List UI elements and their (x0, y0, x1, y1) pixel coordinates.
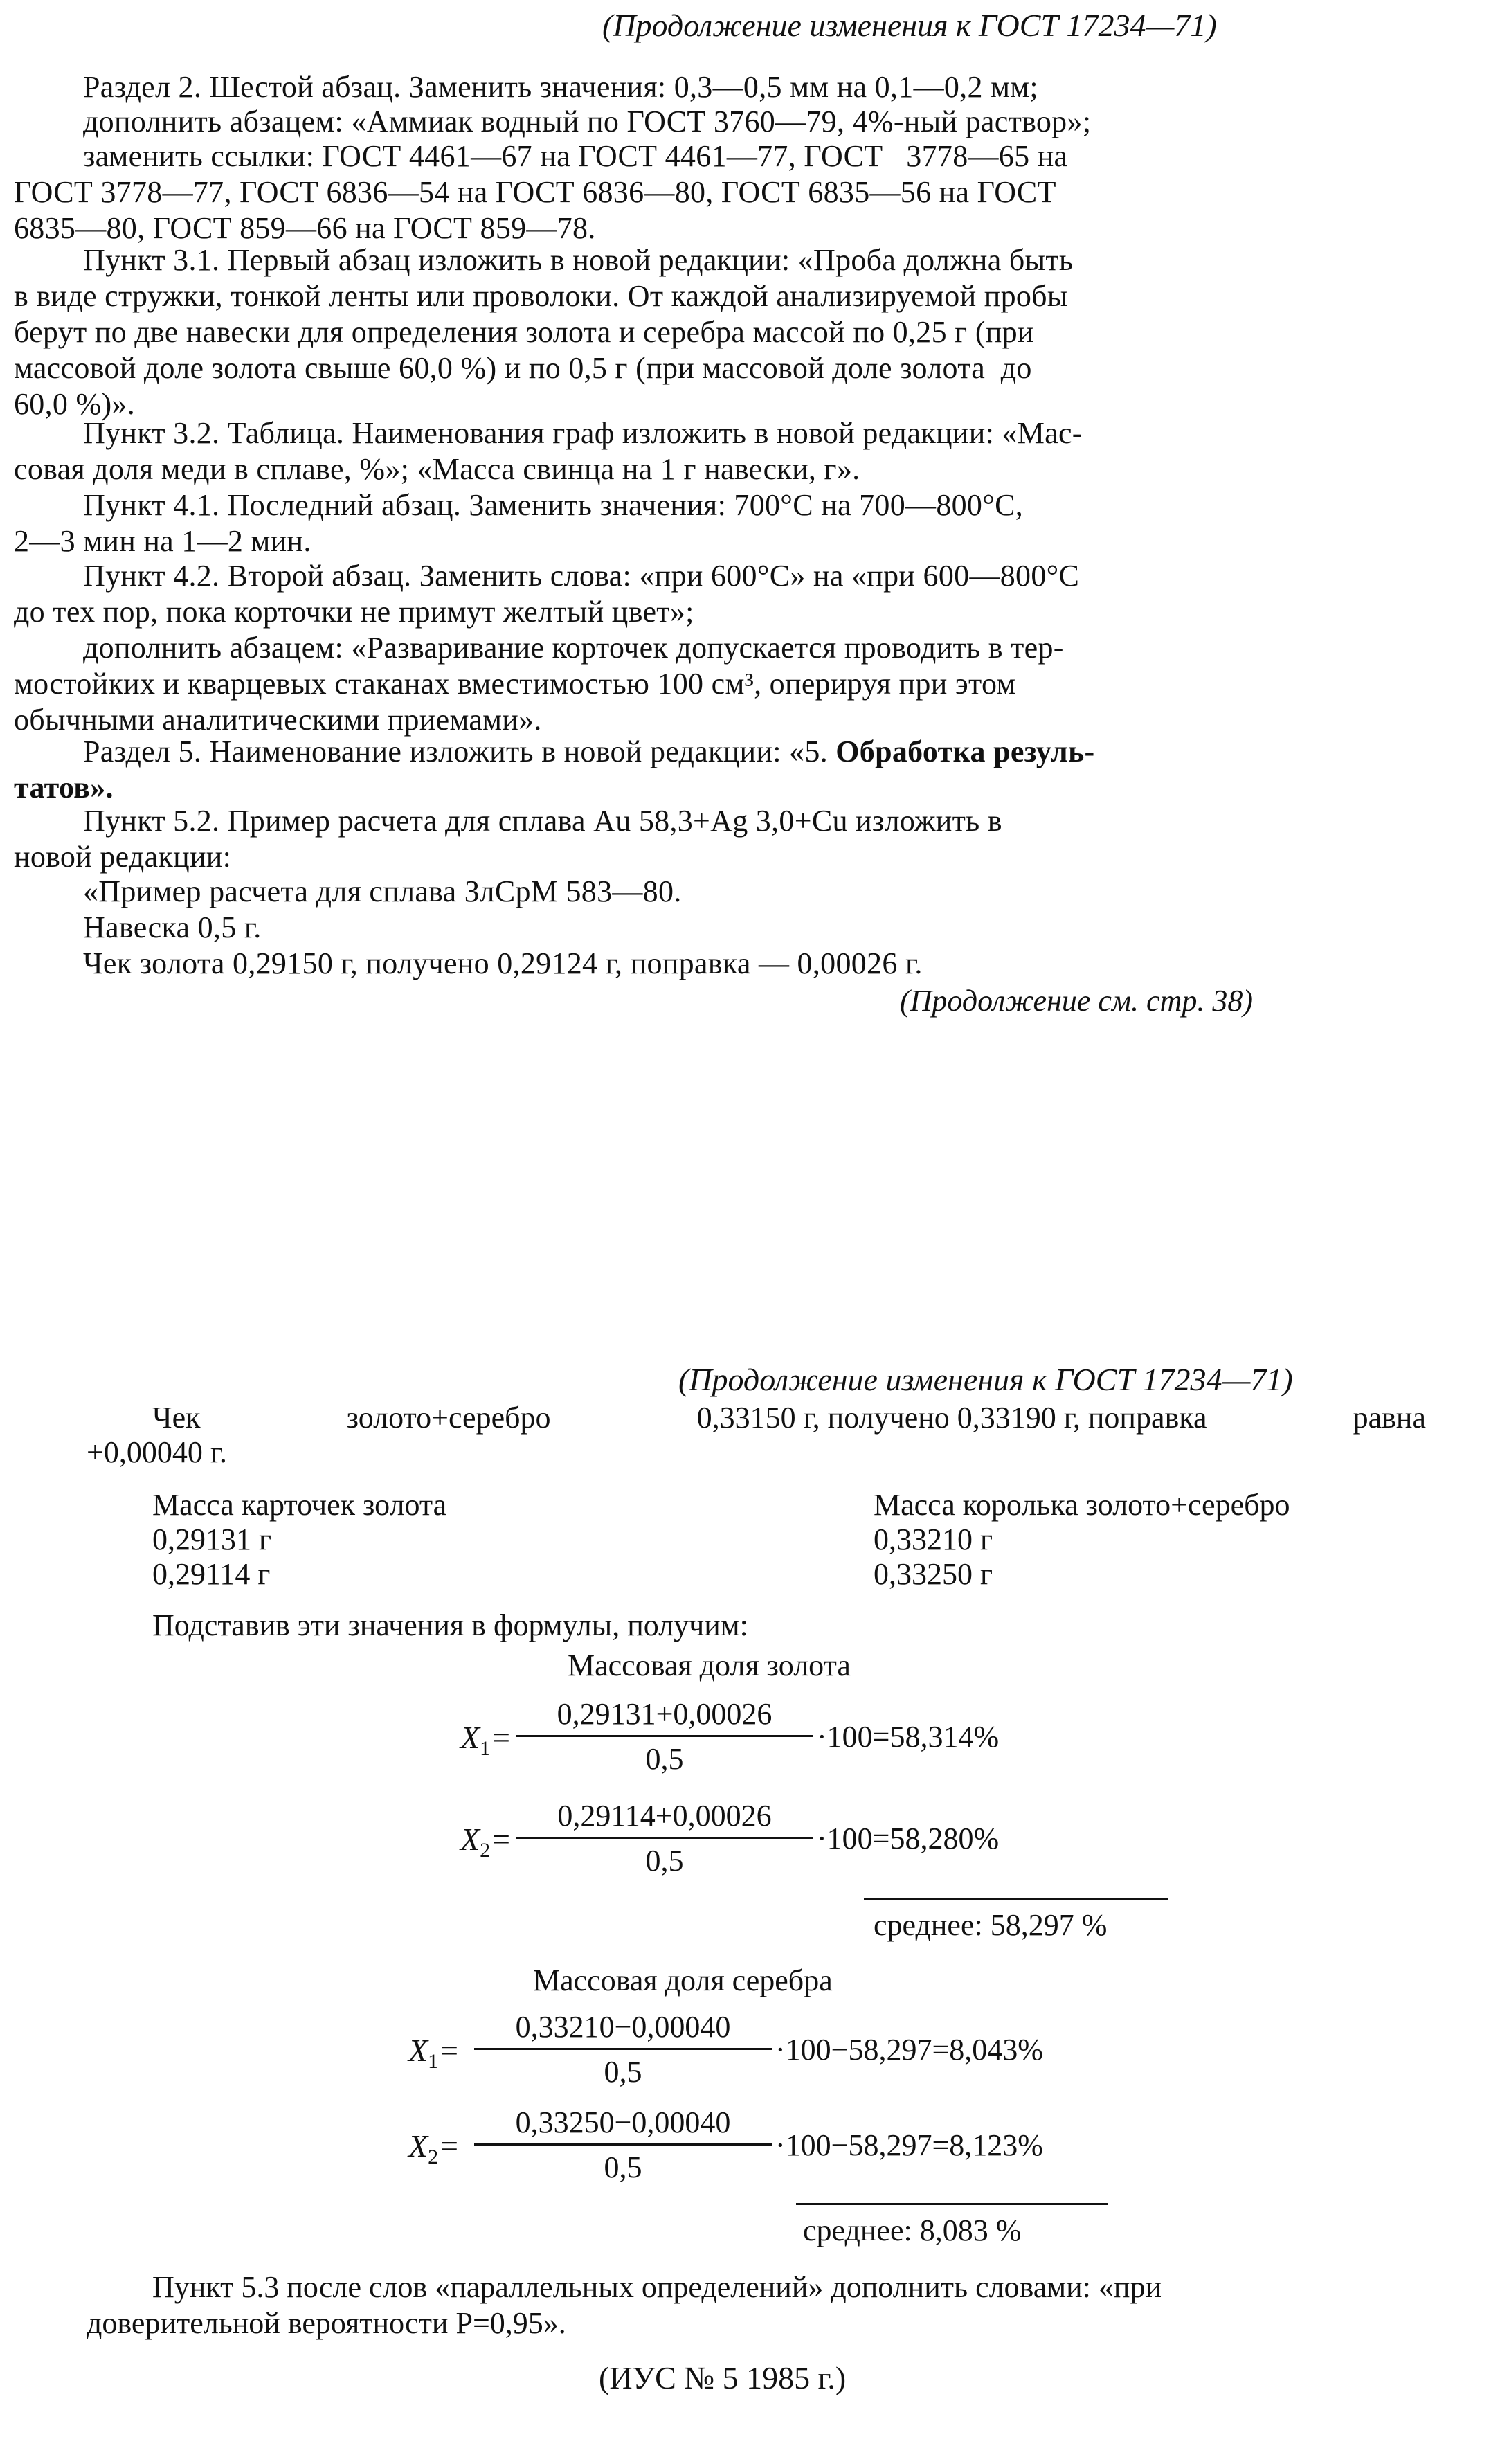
fraction (474, 2103, 772, 2186)
text-line: берут по две навески для определения золота и серебра массой по 0,25 г (при (14, 315, 1034, 349)
right-column-value: 0,33250 г (874, 1557, 993, 1591)
text-line: татов». (14, 771, 114, 804)
right-column-value: 0,33210 г (874, 1522, 993, 1556)
left-column-value: 0,29131 г (152, 1522, 272, 1556)
fraction-bar (474, 2048, 772, 2050)
text-line: Раздел 5. Наименование изложить в новой редакции: «5. Обработка резуль- (83, 735, 1095, 768)
fraction (474, 2008, 772, 2090)
gold-formula-1 (450, 1695, 1211, 1785)
upper-text-block (0, 0, 1500, 1038)
lower-text-block (0, 1357, 1500, 2464)
silver-formula-2 (398, 2103, 1229, 2193)
text-line: массовой доле золота свыше 60,0 %) и по 0,5 г (при массовой доле золота до (14, 351, 1032, 385)
formula-rhs: ·100=58,314% (817, 1720, 1000, 1754)
text-line: Пункт 3.1. Первый абзац изложить в новой редакции: «Проба должна быть (83, 243, 1074, 277)
final-line: доверительной вероятности P=0,95». (87, 2306, 566, 2340)
text-line: в виде стружки, тонкой ленты или проволоки. От каждой анализируемой пробы (14, 279, 1068, 313)
formula-lhs: $X_1=$ (408, 2033, 460, 2074)
running-head: (Продолжение изменения к ГОСТ 17234—71) (678, 1362, 1293, 1397)
text-line: Раздел 2. Шестой абзац. Заменить значения: 0,3—0,5 мм на 0,1—0,2 мм; (83, 70, 1038, 104)
text-line: совая доля меди в сплаве, %»; «Масса свинца на 1 г навески, г». (14, 452, 860, 486)
source-reference: (ИУС № 5 1985 г.) (599, 2360, 847, 2395)
denominator: 0,5 (645, 1742, 684, 1776)
formula-rhs: ·100=58,280% (817, 1822, 1000, 1855)
fraction (516, 1797, 813, 1879)
text-line: ГОСТ 3778—77, ГОСТ 6836—54 на ГОСТ 6836—80, ГОСТ 6835—56 на ГОСТ (14, 175, 1056, 209)
text-line: «Пример расчета для сплава ЗлСрМ 583—80. (83, 874, 682, 908)
check-line: Чек золото+серебро 0,33150 г, получено 0,33190 г, поправка равна (152, 1401, 1426, 1435)
text-line: 6835—80, ГОСТ 859—66 на ГОСТ 859—78. (14, 211, 596, 245)
left-column-value: 0,29114 г (152, 1557, 271, 1591)
denominator: 0,5 (645, 1844, 684, 1878)
silver-average: среднее: 8,083 % (803, 2213, 1022, 2247)
formula-lhs: $X_2=$ (408, 2128, 460, 2169)
formula-lhs: $X_1=$ (460, 1720, 512, 1761)
fraction-bar (516, 1837, 813, 1839)
final-line: Пункт 5.3 после слов «параллельных определений» дополнить словами: «при (152, 2270, 1162, 2304)
formula-rhs: ·100−58,297=8,043% (775, 2033, 1043, 2067)
text-line: мостойких и кварцевых стаканах вместимостью 100 см³, оперируя при этом (14, 667, 1016, 701)
intro-line: Подставив эти значения в формулы, получим: (152, 1608, 748, 1642)
gold-title: Массовая доля золота (568, 1648, 851, 1682)
numerator: 0,33250−0,00040 (515, 2105, 731, 2139)
formula-rhs: ·100−58,297=8,123% (775, 2128, 1043, 2162)
continuation-note: (Продолжение см. стр. 38) (900, 984, 1253, 1018)
numerator: 0,29114+0,00026 (557, 1799, 772, 1833)
denominator: 0,5 (604, 2150, 642, 2184)
text-line: Пункт 4.2. Второй абзац. Заменить слова: «при 600°С» на «при 600—800°С (83, 559, 1080, 593)
text-line: дополнить абзацем: «Разваривание корточек допускается проводить в тер- (83, 631, 1064, 665)
numerator: 0,33210−0,00040 (515, 2010, 731, 2044)
check-line: +0,00040 г. (87, 1435, 227, 1469)
gold-average: среднее: 58,297 % (874, 1908, 1108, 1942)
silver-title: Массовая доля серебра (533, 1963, 833, 1997)
text-line: Пункт 3.2. Таблица. Наименования граф изложить в новой редакции: «Мас- (83, 416, 1083, 450)
denominator: 0,5 (604, 2055, 642, 2089)
text-line: дополнить абзацем: «Аммиак водный по ГОСТ 3760—79, 4%-ный раствор»; (83, 105, 1092, 138)
silver-formula-1 (398, 2008, 1229, 2098)
text-line: 2—3 мин на 1—2 мин. (14, 524, 311, 558)
text-line: новой редакции: (14, 840, 232, 874)
text-line: 60,0 %)». (14, 387, 136, 421)
average-rule (864, 1898, 1168, 1900)
fraction-bar (474, 2143, 772, 2146)
formula-lhs: $X_2=$ (460, 1822, 512, 1862)
text-line: обычными аналитическими приемами». (14, 703, 542, 737)
left-column-header: Масса карточек золота (152, 1488, 447, 1522)
text-line: заменить ссылки: ГОСТ 4461—67 на ГОСТ 4461—77, ГОСТ 3778—65 на (83, 139, 1068, 173)
text-line: Пункт 4.1. Последний абзац. Заменить значения: 700°С на 700—800°С, (83, 488, 1024, 522)
fraction (516, 1695, 813, 1777)
text-line: до тех пор, пока корточки не примут желтый цвет»; (14, 595, 694, 629)
average-rule (796, 2203, 1108, 2205)
fraction-bar (516, 1735, 813, 1737)
text-line: Пункт 5.2. Пример расчета для сплава Au 58,3+Ag 3,0+Cu изложить в (83, 804, 1002, 838)
text-line: Навеска 0,5 г. (83, 910, 262, 944)
right-column-header: Масса королька золото+серебро (874, 1488, 1290, 1522)
running-head: (Продолжение изменения к ГОСТ 17234—71) (602, 8, 1217, 43)
gold-formula-2 (450, 1797, 1211, 1887)
numerator: 0,29131+0,00026 (557, 1697, 772, 1731)
text-line: Чек золота 0,29150 г, получено 0,29124 г, поправка — 0,00026 г. (83, 946, 923, 980)
